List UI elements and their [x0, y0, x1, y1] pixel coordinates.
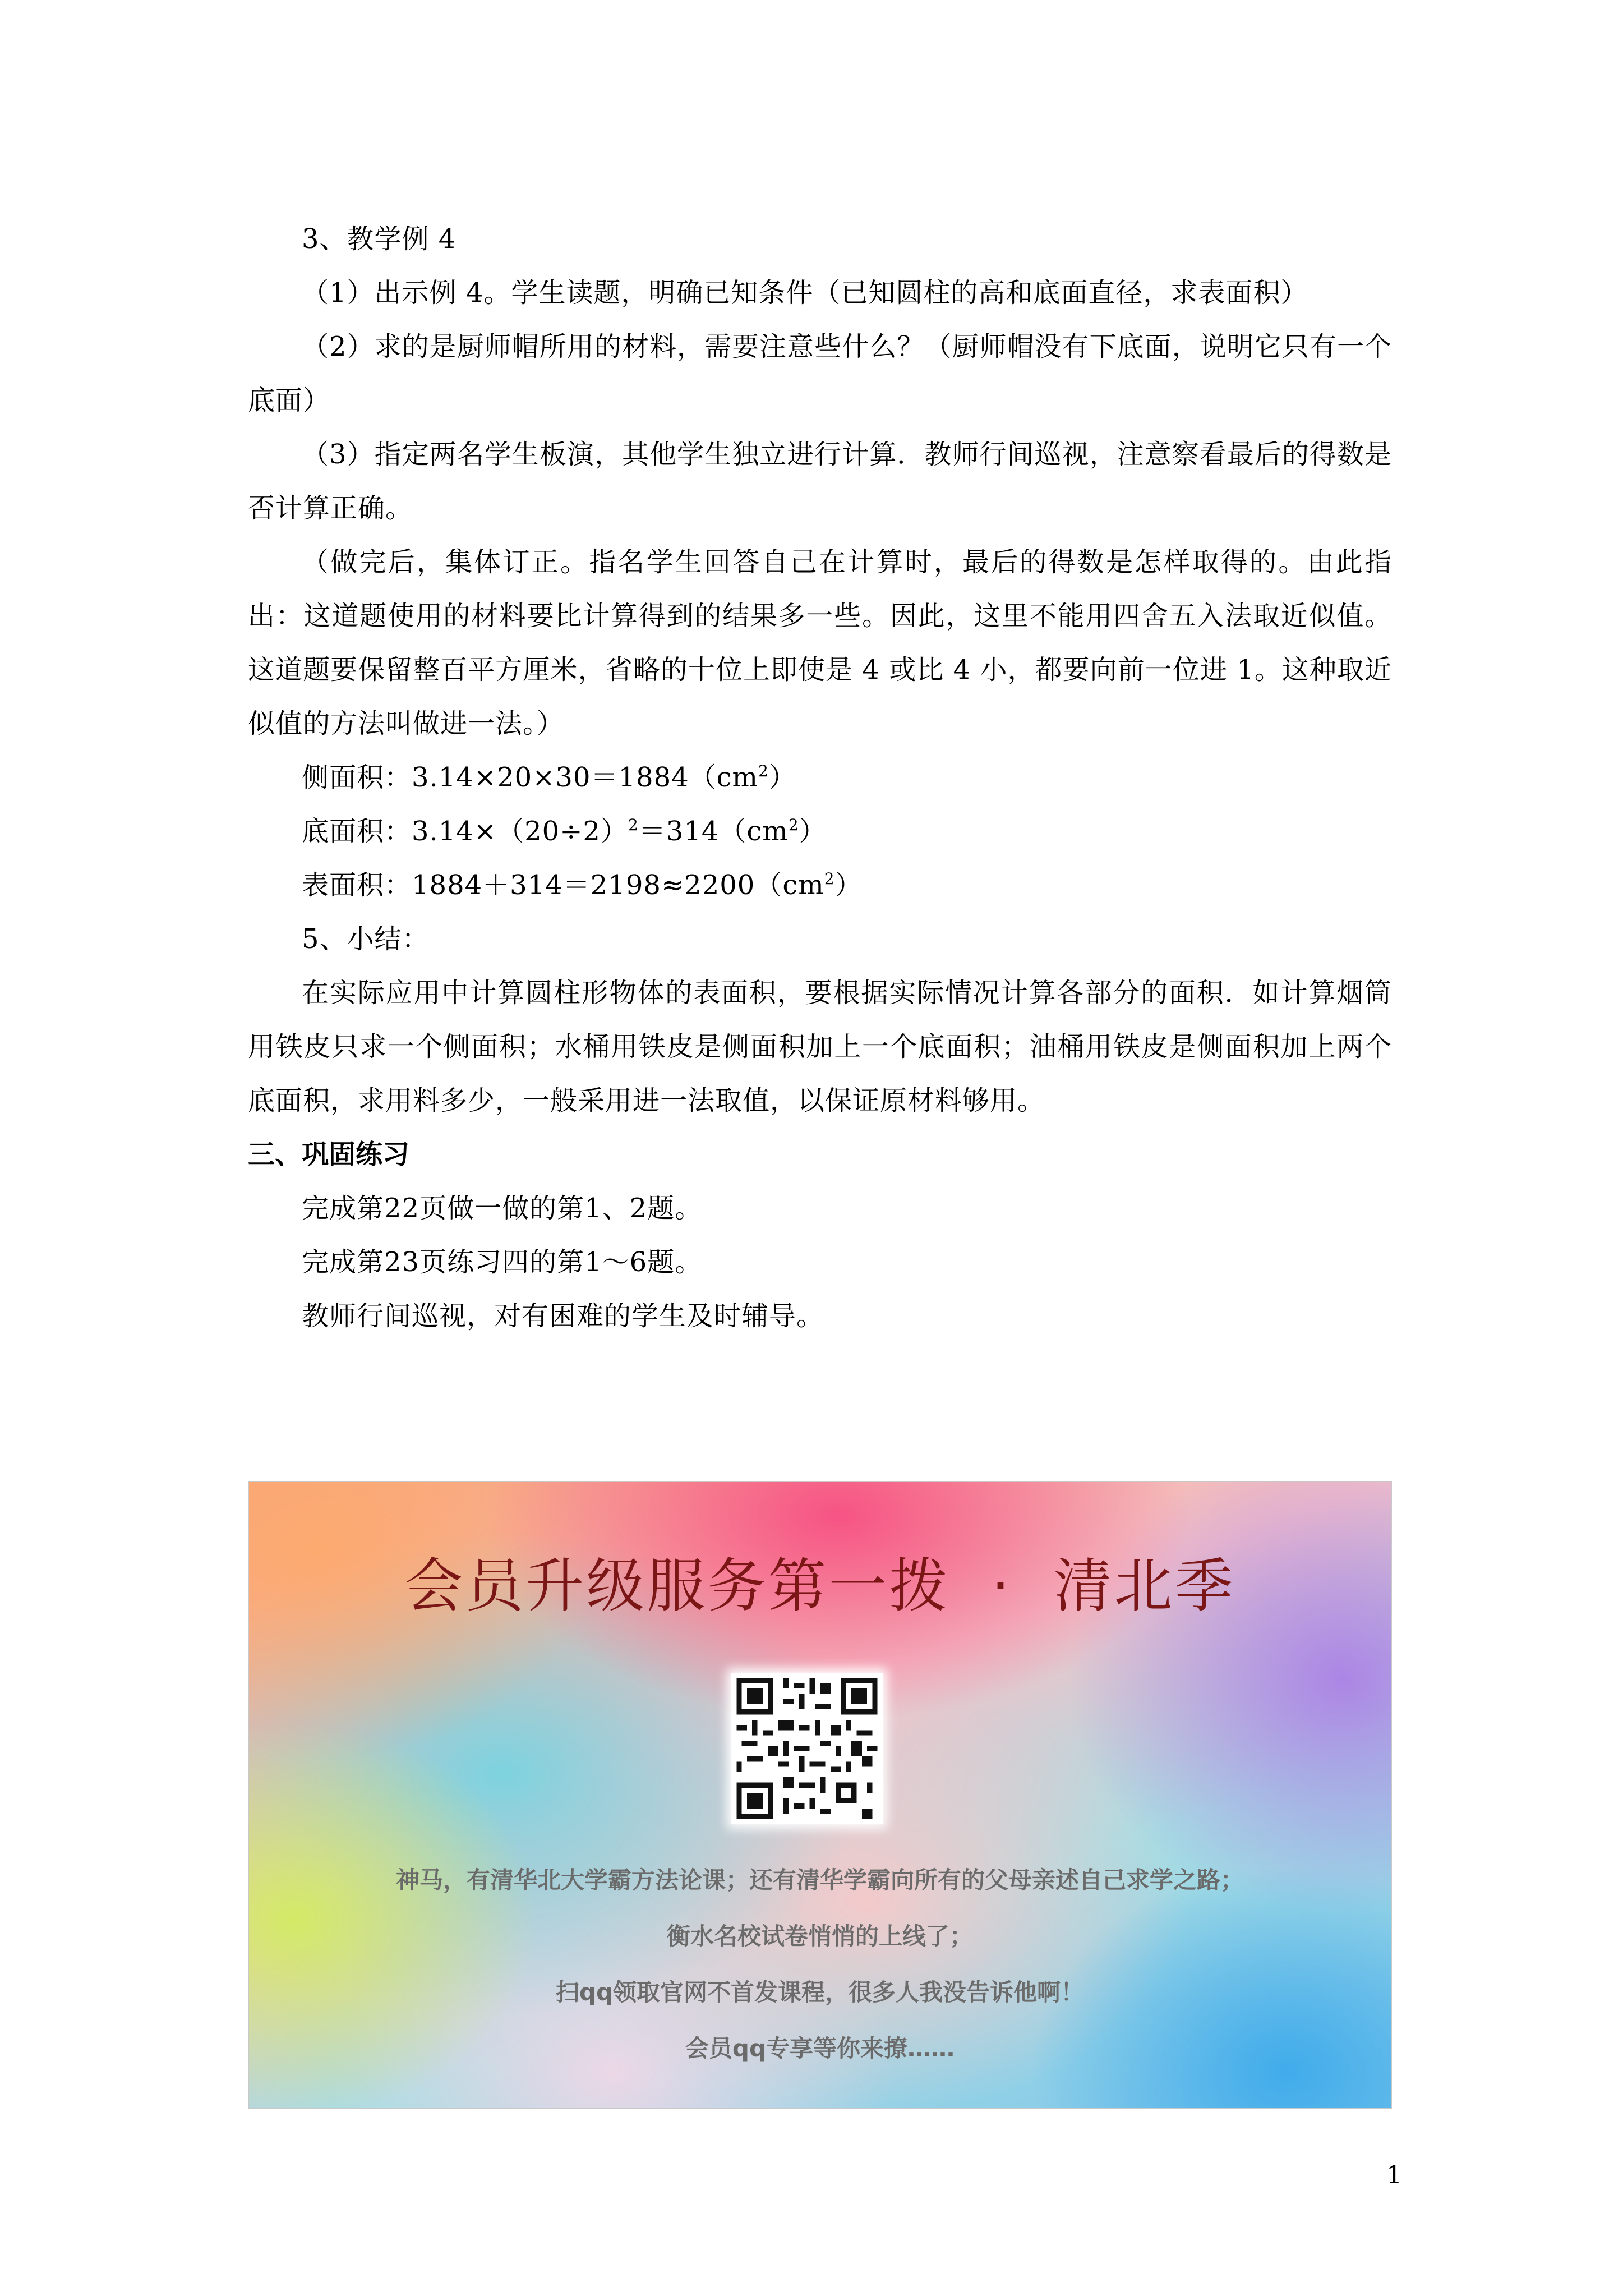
- qr-code-icon[interactable]: [731, 1673, 883, 1824]
- formula-exponent: 2: [824, 869, 835, 888]
- paragraph-step-3: （3）指定两名学生板演，其他学生独立进行计算．教师行间巡视，注意察看最后的得数是否计算正确。: [248, 439, 1392, 524]
- formula-label: 表面积：: [302, 869, 412, 901]
- formula-label: 侧面积：: [302, 762, 412, 793]
- practice-item: 完成第22页做一做的第1、2题。: [302, 1193, 703, 1224]
- formula-label: 底面积：: [302, 816, 412, 847]
- promo-banner[interactable]: [248, 1481, 1392, 2109]
- banner-line: 扫qq领取官网不首发课程，很多人我没告诉他啊！: [555, 1978, 1085, 2006]
- practice-item: 教师行间巡视，对有困难的学生及时辅导。: [302, 1300, 824, 1332]
- summary-text: 在实际应用中计算圆柱形物体的表面积，要根据实际情况计算各部分的面积．如计算烟筒用铁皮只求一个侧面积；水桶用铁皮是侧面积加上一个底面积；油桶用铁皮是侧面积加上两个底面积，求用料多少，一般采用进一法取值，以保证原材料够用。: [248, 977, 1392, 1116]
- paragraph-step-1: （1）出示例 4。学生读题，明确已知条件（已知圆柱的高和底面直径，求表面积）: [302, 277, 1308, 309]
- formula-surface-area: [248, 858, 1392, 912]
- paragraph-step-2: （2）求的是厨师帽所用的材料，需要注意些什么？（厨师帽没有下底面，说明它只有一个底面）: [248, 331, 1392, 416]
- banner-title: 会员升级服务第一拨 · 清北季: [404, 1552, 1235, 1620]
- formula-base-area: [248, 804, 1392, 858]
- page-content: [248, 212, 1392, 1343]
- formula-expression: 1884＋314＝2198≈2200（cm: [412, 869, 824, 901]
- banner-line: 神马，有清华北大学霸方法论课；还有清华学霸向所有的父母亲述自己求学之路；: [395, 1866, 1244, 1894]
- formula-lateral-area: [248, 751, 1392, 804]
- formula-close: ）: [834, 869, 863, 901]
- page-number: 1: [1386, 2161, 1402, 2189]
- banner-text-block: [249, 1852, 1391, 2077]
- banner-line: 衡水名校试卷悄悄的上线了；: [666, 1922, 973, 1950]
- paragraph-explanation: （做完后，集体订正。指名学生回答自己在计算时，最后的得数是怎样取得的。由此指出：这道题使用的材料要比计算得到的结果多一些。因此，这里不能用四舍五入法取近似值。这道题要保留整百平方厘米，省略的十位上即使是 4 或比 4 小，都要向前一位进 1。这种取近似值的方法叫做进一法。）: [248, 546, 1392, 739]
- formula-unit-exponent: 2: [788, 816, 799, 834]
- formula-exponent: 2: [628, 816, 639, 834]
- formula-expression: 3.14×（20÷2）: [412, 816, 628, 847]
- banner-line: 会员qq专享等你来撩……: [685, 2035, 955, 2062]
- section-heading-practice: 三、巩固练习: [248, 1139, 410, 1170]
- summary-heading: 5、小结：: [302, 923, 430, 955]
- formula-result: ＝314（cm: [638, 816, 789, 847]
- formula-exponent: 2: [758, 762, 769, 780]
- formula-close: ）: [799, 816, 827, 847]
- formula-expression: 3.14×20×30＝1884（cm: [412, 762, 759, 793]
- practice-item: 完成第23页练习四的第1～6题。: [302, 1246, 703, 1278]
- formula-close: ）: [768, 762, 796, 793]
- paragraph-example-title: 3、教学例 4: [302, 223, 457, 255]
